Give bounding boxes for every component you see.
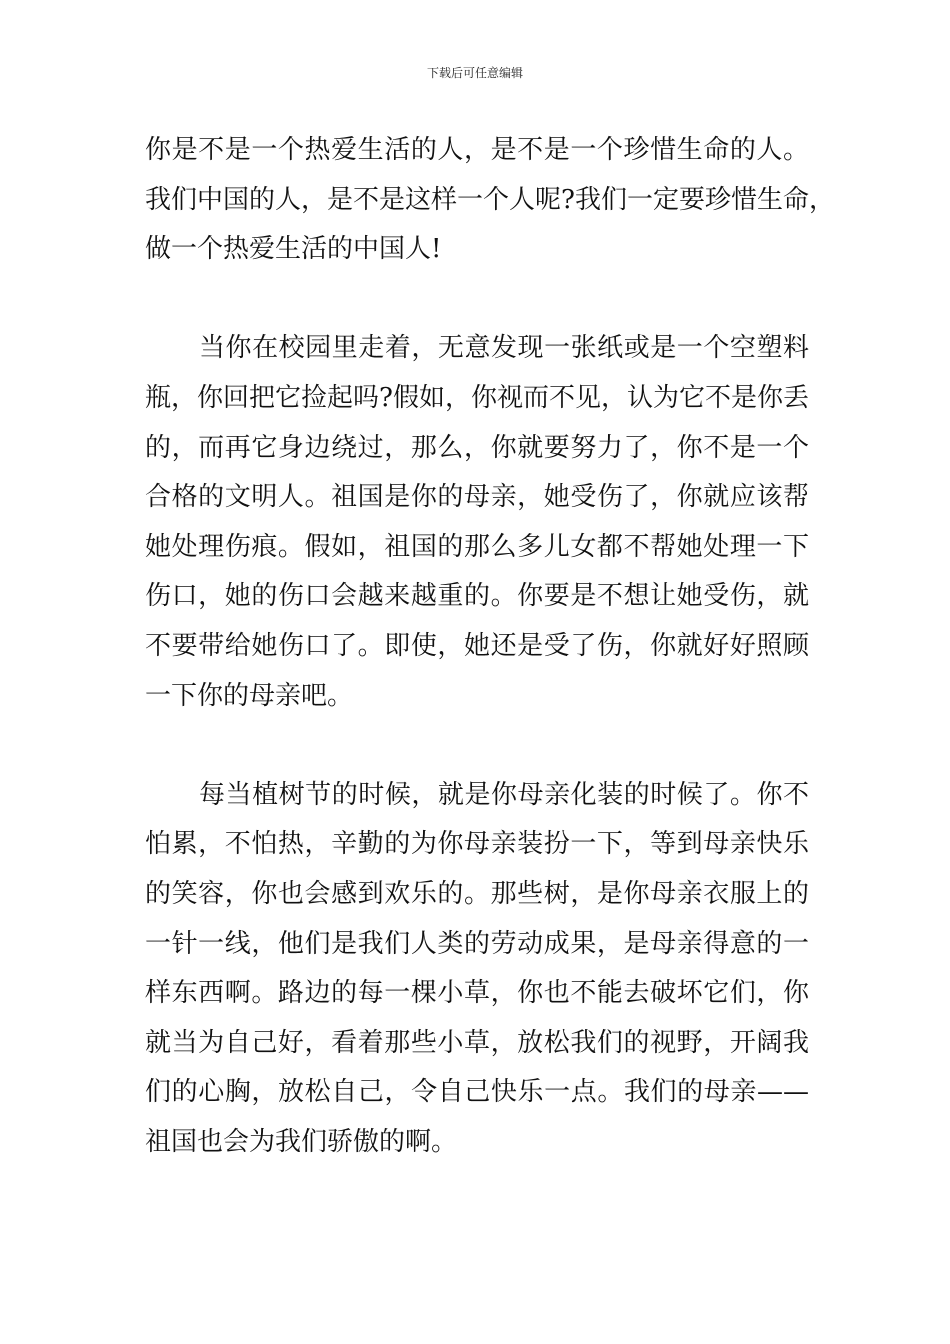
text-line: 你是不是一个热爱生活的人，是不是一个珍惜生命的人。 (145, 135, 809, 165)
text-line: 她处理伤痕。假如，祖国的那么多儿女都不帮她处理一下 (145, 531, 809, 562)
text-line: 怕累，不怕热，辛勤的为你母亲装扮一下，等到母亲快乐 (145, 829, 809, 860)
paragraph-2 (145, 324, 809, 721)
paragraph-gap (145, 721, 809, 771)
text-line: 一针一线，他们是我们人类的劳动成果，是母亲得意的一 (145, 928, 809, 959)
text-line: 当你在校园里走着，无意发现一张纸或是一个空塑料 (199, 333, 809, 364)
text-line: 伤口，她的伤口会越来越重的。你要是不想让她受伤，就 (145, 581, 809, 612)
text-line: 们的心胸，放松自己，令自己快乐一点。我们的母亲—— (145, 1077, 809, 1108)
text-line: 的笑容，你也会感到欢乐的。那些树，是你母亲衣服上的 (145, 878, 809, 909)
text-line: 不要带给她伤口了。即使，她还是受了伤，你就好好照顾 (145, 630, 809, 661)
paragraph-1 (145, 126, 835, 275)
text-line: 样东西啊。路边的每一棵小草，你也不能去破坏它们，你 (145, 978, 809, 1009)
page-header-note: 下载后可任意编辑 (426, 66, 523, 80)
document-body (145, 126, 835, 1167)
text-line: 我们中国的人，是不是这样一个人呢?我们一定要珍惜生命， (145, 184, 835, 215)
text-line: 就当为自己好，看着那些小草，放松我们的视野，开阔我 (145, 1027, 809, 1058)
paragraph-3 (145, 771, 809, 1168)
text-line: 祖国也会为我们骄傲的啊。 (145, 1126, 458, 1157)
text-line: 一下你的母亲吧。 (145, 680, 354, 711)
text-line: 每当植树节的时候，就是你母亲化装的时候了。你不 (199, 779, 809, 810)
paragraph-gap (145, 275, 809, 325)
text-line: 合格的文明人。祖国是你的母亲，她受伤了，你就应该帮 (145, 482, 809, 513)
text-line: 瓶，你回把它捡起吗?假如，你视而不见，认为它不是你丢 (145, 382, 809, 413)
text-line: 的，而再它身边绕过，那么，你就要努力了，你不是一个 (145, 432, 809, 463)
text-line: 做一个热爱生活的中国人! (145, 234, 442, 265)
